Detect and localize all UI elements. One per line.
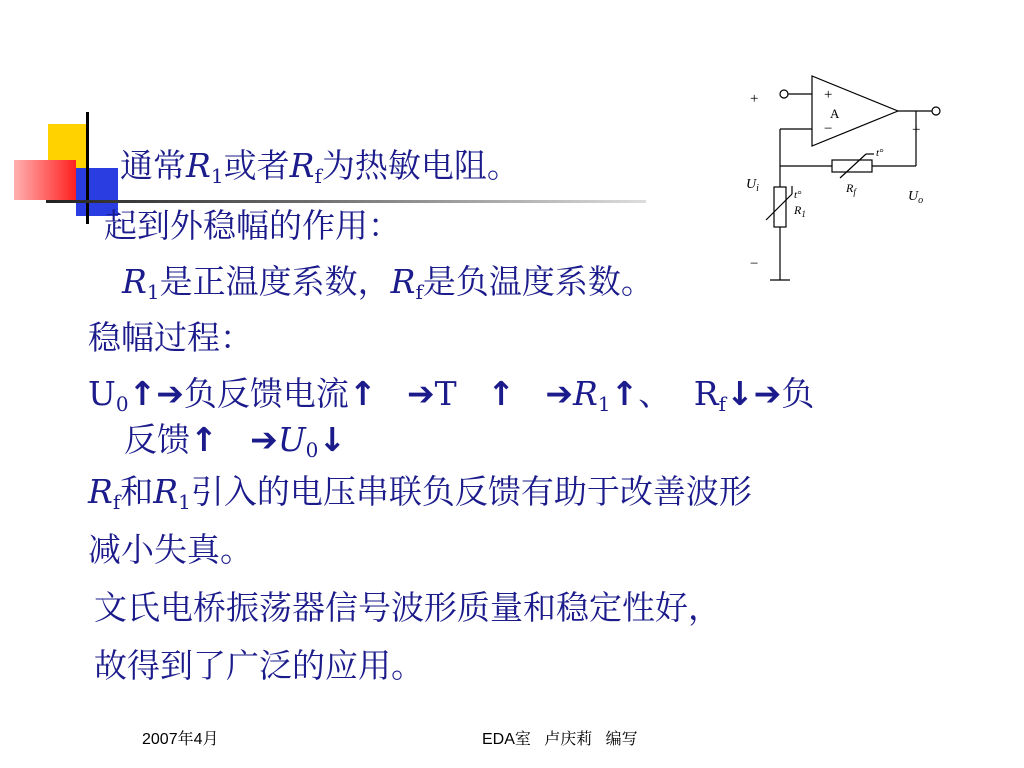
ui-label: U <box>746 177 757 192</box>
text-line-9: 文氏电桥振荡器信号波形质量和稳定性好， <box>94 588 721 627</box>
svg-text:Ui: $U_i$ <box>746 177 759 194</box>
text-line-8: 减小失真。 <box>88 530 253 569</box>
text-line-3: $R_1$是正温度系数，$R_f$是负温度系数。 <box>122 262 654 304</box>
footer-date: 2007年4月 <box>142 731 219 748</box>
text-line-4: 稳幅过程： <box>88 318 253 357</box>
left-minus-label: − <box>750 256 759 272</box>
text-line-6: 反馈↑ $➔U_0↓$ <box>124 420 347 462</box>
rf-resistor <box>832 160 872 172</box>
svg-text:R1: $R_1$ <box>794 203 806 219</box>
temp-label-r1: t° <box>794 189 802 201</box>
decor-red-square <box>14 160 76 200</box>
text-line-7: $R_f$和$R_1$引入的电压串联负反馈有助于改善波形 <box>88 472 752 514</box>
left-plus-label: + <box>750 91 759 107</box>
footer-author: EDA室 卢庆莉 编写 <box>482 731 638 748</box>
text-line-5: $U_0↑➔$负反馈电流↑ ➔T ↑ $➔R_1↑$、 $R_f↓➔$负 <box>88 374 815 416</box>
r1-label: R <box>794 203 802 217</box>
decor-horizontal-line <box>46 200 646 203</box>
rf-label: R <box>846 181 854 195</box>
text-line-10: 故得到了广泛的应用。 <box>94 646 424 685</box>
text-line-2: 起到外稳幅的作用： <box>104 206 401 245</box>
amp-label: A <box>830 106 840 121</box>
decor-vertical-line <box>86 112 89 224</box>
amp-minus-label: − <box>824 121 833 137</box>
amp-plus-label: + <box>824 87 833 103</box>
output-terminal <box>932 107 940 115</box>
temp-label-rf: t° <box>876 147 884 159</box>
svg-text:Uo: $U_o$ <box>908 189 924 206</box>
right-plus-label: + <box>912 122 921 138</box>
svg-text:Rf: $R_f$ <box>846 181 856 197</box>
uo-label: U <box>908 189 919 204</box>
r1-resistor <box>774 187 786 227</box>
wien-bridge-circuit-diagram <box>736 70 958 285</box>
text-line-1: 通常$R_1$或者$R_f$为热敏电阻。 <box>120 146 520 188</box>
input-terminal <box>780 90 788 98</box>
